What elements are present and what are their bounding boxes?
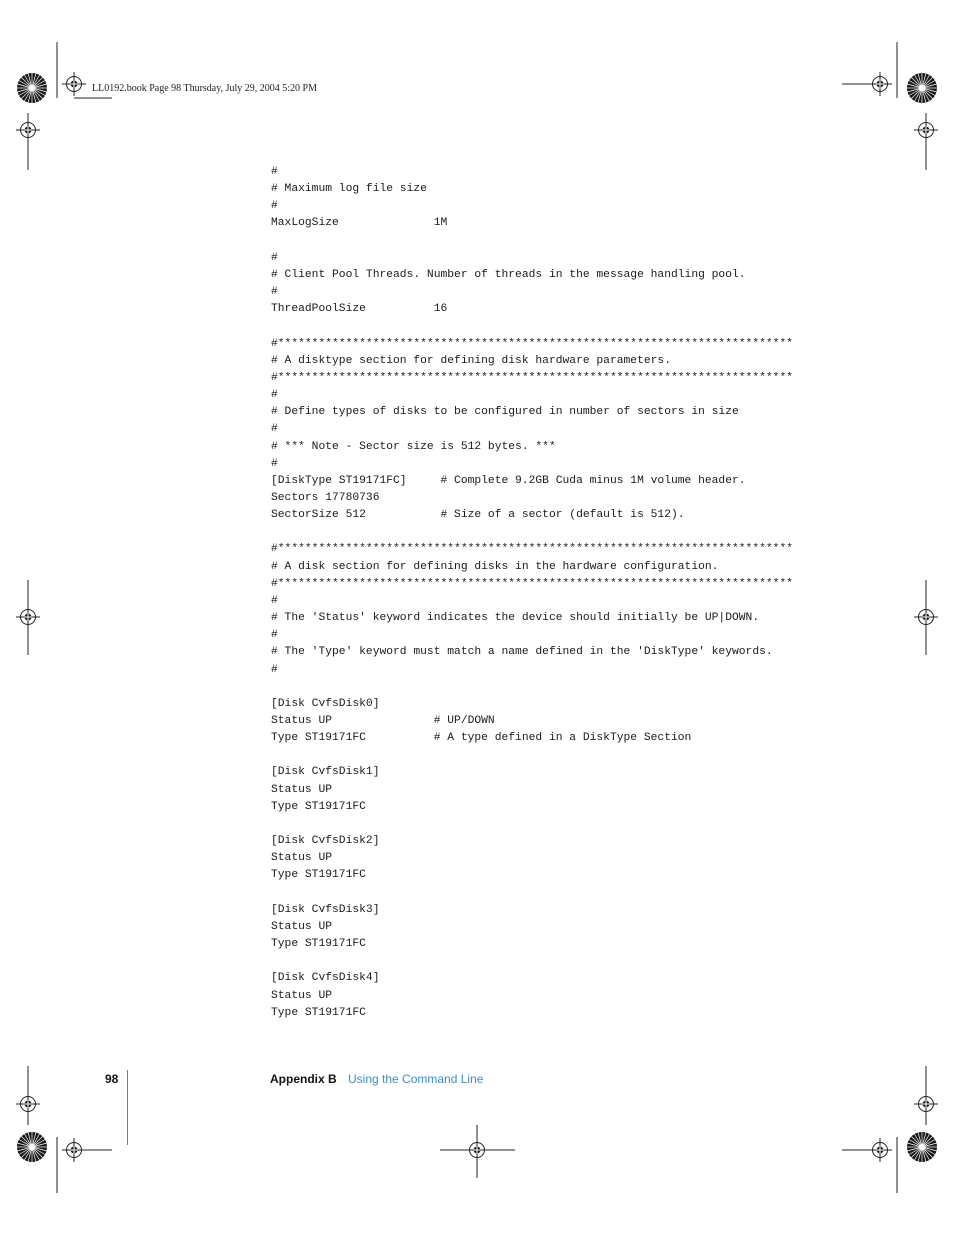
code-line (271, 679, 793, 696)
appendix-label: Appendix B (270, 1072, 337, 1086)
code-line: # (271, 286, 278, 299)
code-line: # Define types of disks to be configured in number of sectors in size (271, 406, 739, 419)
code-line: [Disk CvfsDisk1] (271, 766, 380, 779)
code-line: #**************************************************************************** (271, 337, 794, 350)
registration-mark-icon (62, 1138, 86, 1162)
code-line: SectorSize 512 # Size of a sector (default is 512). (271, 509, 685, 522)
code-line: [DiskType ST19171FC] # Complete 9.2GB Cuda minus 1M volume header. (271, 474, 746, 487)
code-line: # (271, 423, 278, 436)
code-line: Type ST19171FC # A type defined in a DiskType Section (271, 732, 692, 745)
registration-mark-icon (16, 605, 40, 629)
registration-mark-icon (868, 72, 892, 96)
registration-mark-icon (914, 118, 938, 142)
code-line: Type ST19171FC (271, 869, 366, 882)
code-line (271, 953, 793, 970)
code-line: # *** Note - Sector size is 512 bytes. *** (271, 440, 556, 453)
registration-mark-icon (16, 1092, 40, 1116)
registration-mark-icon (16, 118, 40, 142)
code-line: MaxLogSize 1M (271, 217, 448, 230)
code-line (271, 524, 793, 541)
code-line: ThreadPoolSize 16 (271, 303, 448, 316)
code-line: # (271, 251, 278, 264)
registration-mark-icon (914, 605, 938, 629)
running-footer (270, 1072, 483, 1086)
print-slug: LL0192.book Page 98 Thursday, July 29, 2004 5:20 PM (92, 83, 317, 94)
starburst-wheel-icon (17, 1132, 47, 1162)
code-line: Status UP (271, 852, 333, 865)
code-line: Type ST19171FC (271, 800, 366, 813)
code-line: Type ST19171FC (271, 1006, 366, 1019)
registration-mark-icon (465, 1138, 489, 1162)
code-line: # (271, 594, 278, 607)
starburst-wheel-icon (17, 73, 47, 103)
code-line: Sectors 17780736 (271, 491, 380, 504)
code-line: # Maximum log file size (271, 183, 427, 196)
code-line: # (271, 629, 278, 642)
registration-mark-icon (62, 72, 86, 96)
code-line: # (271, 663, 278, 676)
code-line: # The 'Status' keyword indicates the device should initially be UP|DOWN. (271, 612, 760, 625)
code-line (271, 747, 793, 764)
code-line (271, 816, 793, 833)
code-line (271, 233, 793, 250)
starburst-wheel-icon (907, 1132, 937, 1162)
code-line: # A disk section for defining disks in the hardware configuration. (271, 560, 719, 573)
code-line: Status UP (271, 920, 333, 933)
code-line: [Disk CvfsDisk2] (271, 835, 380, 848)
code-line (271, 885, 793, 902)
code-line: Status UP (271, 989, 333, 1002)
code-line (271, 318, 793, 335)
registration-mark-icon (868, 1138, 892, 1162)
code-line: [Disk CvfsDisk4] (271, 972, 380, 985)
chapter-title-link[interactable]: Using the Command Line (348, 1072, 484, 1086)
code-line: #**************************************************************************** (271, 371, 794, 384)
code-line: # (271, 389, 278, 402)
starburst-wheel-icon (907, 73, 937, 103)
code-line: Status UP (271, 783, 333, 796)
registration-mark-icon (914, 1092, 938, 1116)
code-line: [Disk CvfsDisk3] (271, 903, 380, 916)
code-line: [Disk CvfsDisk0] (271, 697, 380, 710)
code-line: #**************************************************************************** (271, 543, 794, 556)
code-line: # Client Pool Threads. Number of threads in the message handling pool. (271, 268, 746, 281)
code-line: Status UP # UP/DOWN (271, 715, 495, 727)
footer-divider (127, 1070, 128, 1145)
page-number: 98 (105, 1072, 119, 1086)
code-line: # A disktype section for defining disk hardware parameters. (271, 354, 671, 367)
code-line: # (271, 457, 278, 470)
code-line: # The 'Type' keyword must match a name defined in the 'DiskType' keywords. (271, 646, 773, 659)
code-line: Type ST19171FC (271, 938, 366, 951)
code-line: # (271, 200, 278, 213)
code-line: #**************************************************************************** (271, 577, 794, 590)
code-line: # (271, 166, 278, 178)
config-code-block (271, 164, 793, 1022)
